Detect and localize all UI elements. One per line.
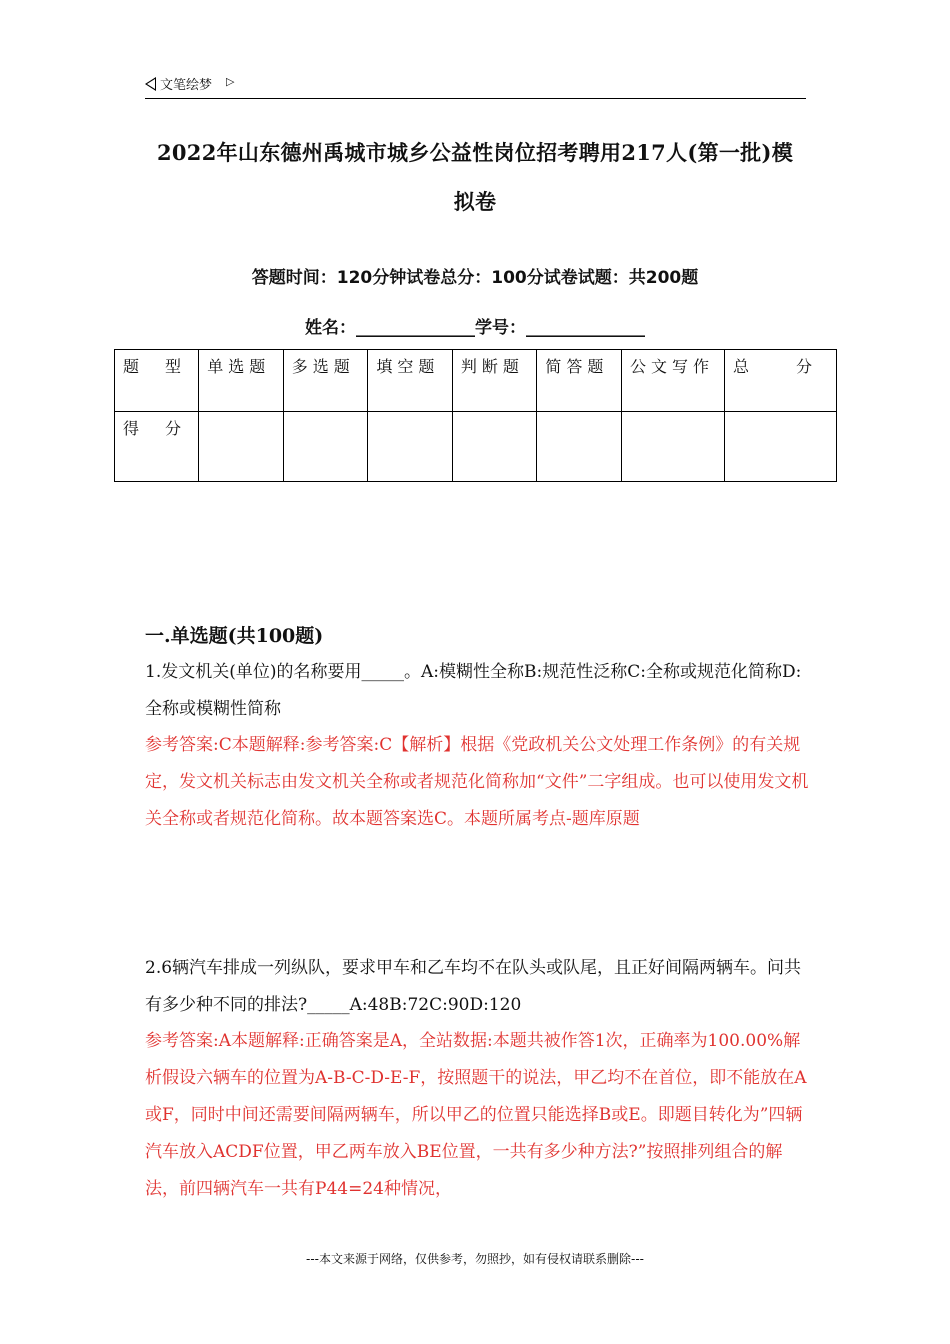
brand: [145, 74, 234, 93]
header-cell: 填空题: [368, 350, 453, 412]
name-id-field: 姓名：______________学号：______________: [305, 318, 645, 338]
header-cell: 题 型: [115, 350, 199, 412]
score-table-score-row: [115, 412, 837, 482]
header-cell: 公文写作: [621, 350, 724, 412]
row-label-cell: 得 分: [115, 412, 199, 482]
score-cell: [452, 412, 537, 482]
page-header: [145, 74, 806, 99]
triangle-right-icon: ▷: [226, 75, 235, 88]
doc-title-line2: 拟卷: [453, 189, 497, 214]
triangle-left-icon: [145, 77, 156, 91]
score-cell: [621, 412, 724, 482]
score-table-header-row: [115, 350, 837, 412]
exam-meta: 答题时间：120分钟试卷总分：100分试卷试题：共200题: [251, 268, 699, 288]
section-title: 一.单选题(共100题): [145, 625, 324, 647]
answer-2: 参考答案:A本题解释:正确答案是A，全站数据:本题共被作答1次，正确率为100.00%解析假设六辆车的位置为A-B-C-D-E-F，按照题干的说法，甲乙均不在首位，即不能放在A或F，同时中间还需要间隔两辆车，所以甲乙的位置只能选择B或E。即题目转化为”四辆汽车放入ACDF位置，甲乙两车放入BE位置，一共有多少种方法?”按照排列组合的解法，前四辆汽车一共有P44=24种情况，: [145, 1031, 807, 1199]
question-1: 1.发文机关(单位)的名称要用_____。A:模糊性全称B:规范性泛称C:全称或规范化简称D:全称或模糊性简称: [145, 662, 802, 719]
header-cell: 简答题: [537, 350, 622, 412]
header-cell: 多选题: [283, 350, 368, 412]
score-cell: [368, 412, 453, 482]
footer-disclaimer: ---本文来源于网络，仅供参考，勿照抄，如有侵权请联系删除---: [306, 1252, 644, 1266]
question-2: 2.6辆汽车排成一列纵队，要求甲车和乙车均不在队头或队尾，且正好间隔两辆车。问共有多少种不同的排法?_____A:48B:72C:90D:120: [145, 958, 802, 1015]
header-cell: 总 分: [724, 350, 836, 412]
score-cell: [283, 412, 368, 482]
score-cell: [199, 412, 284, 482]
score-cell: [724, 412, 836, 482]
answer-1: 参考答案:C本题解释:参考答案:C【解析】根据《党政机关公文处理工作条例》的有关规定，发文机关标志由发文机关全称或者规范化简称加“文件”二字组成。也可以使用发文机关全称或者规范化简称。故本题答案选C。本题所属考点-题库原题: [145, 735, 809, 829]
brand-text: 文笔绘梦: [160, 78, 213, 93]
score-table: [114, 349, 837, 482]
score-cell: [537, 412, 622, 482]
doc-title-line1: 2022年山东德州禹城市城乡公益性岗位招考聘用217人(第一批)模: [156, 140, 794, 165]
header-cell: 单选题: [199, 350, 284, 412]
header-cell: 判断题: [452, 350, 537, 412]
